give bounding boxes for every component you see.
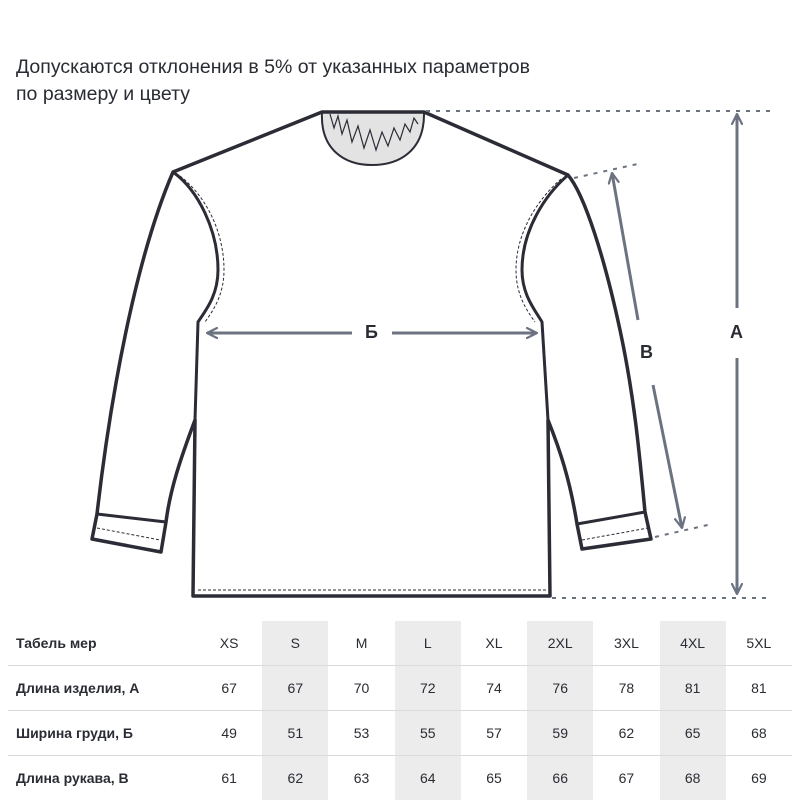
length-label: А (730, 322, 743, 342)
table-cell: 62 (262, 756, 328, 800)
table-cell: 74 (461, 666, 527, 711)
table-cell: 78 (593, 666, 659, 711)
table-row (8, 756, 792, 800)
table-cell: 51 (262, 711, 328, 756)
tolerance-note-line2: по размеру и цвету (16, 83, 190, 105)
table-cell: 53 (328, 711, 394, 756)
table-header-label: Табель мер (16, 635, 97, 651)
size-header: 5XL (746, 635, 772, 651)
size-header: L (395, 621, 461, 666)
table-cell: 64 (395, 756, 461, 800)
table-cell: 81 (660, 666, 726, 711)
table-cell: 70 (328, 666, 394, 711)
table-header-row (8, 621, 792, 666)
table-cell: 67 (593, 756, 659, 800)
size-header: XS (219, 635, 239, 651)
size-table (8, 621, 792, 800)
size-header: S (262, 621, 328, 666)
table-cell: 62 (593, 711, 659, 756)
cuff-lines (97, 512, 645, 524)
table-cell: 65 (660, 711, 726, 756)
size-header: 3XL (613, 635, 639, 651)
table-cell: 49 (196, 711, 262, 756)
table-cell: 65 (461, 756, 527, 800)
table-cell: 81 (726, 666, 792, 711)
size-header: XL (485, 635, 503, 651)
table-cell: 67 (196, 666, 262, 711)
size-header: M (355, 635, 368, 651)
collar (322, 112, 424, 165)
table-cell: 69 (726, 756, 792, 800)
table-row (8, 666, 792, 711)
size-header: 4XL (660, 621, 726, 666)
row-label: Длина рукава, В (8, 756, 196, 800)
table-cell: 63 (328, 756, 394, 800)
table-cell: 61 (196, 756, 262, 800)
body-outline (92, 112, 651, 596)
table-cell: 55 (395, 711, 461, 756)
table-cell: 67 (262, 666, 328, 711)
row-label: Ширина груди, Б (8, 711, 196, 756)
tolerance-note-line1: Допускаются отклонения в 5% от указанных параметров (16, 56, 531, 78)
table-cell: 68 (660, 756, 726, 800)
sleeve-seams (173, 172, 568, 420)
guide-lines (426, 111, 770, 598)
table-cell: 72 (395, 666, 461, 711)
table-cell: 57 (461, 711, 527, 756)
stitch-lines (97, 176, 648, 590)
table-row (8, 711, 792, 756)
size-header: 2XL (527, 621, 593, 666)
table-cell: 66 (527, 756, 593, 800)
chest-label: Б (365, 322, 378, 342)
table-cell: 59 (527, 711, 593, 756)
table-cell: 76 (527, 666, 593, 711)
sleeve-label: В (640, 342, 653, 362)
row-label: Длина изделия, А (8, 666, 196, 711)
table-cell: 68 (726, 711, 792, 756)
